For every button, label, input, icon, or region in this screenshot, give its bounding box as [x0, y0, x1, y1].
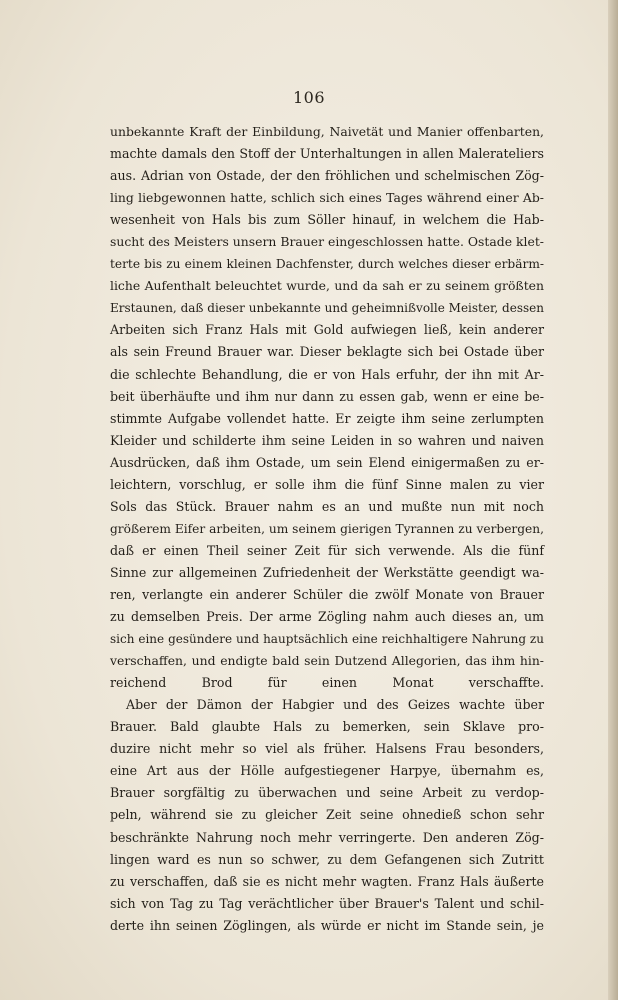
text-line: Sols das Stück. Brauer nahm es an und mußte nun mit noch	[110, 498, 544, 514]
text-line: reichend Brod für einen Monat verschaffte.	[110, 675, 544, 691]
text-line: stimmte Aufgabe vollendet hatte. Er zeigte ihm seine zerlumpten	[110, 410, 544, 426]
text-line: zu verschaffen, daß sie es nicht mehr wagten. Franz Hals äußerte	[110, 873, 544, 889]
text-line: eine Art aus der Hölle aufgestiegener Harpye, übernahm es,	[110, 763, 544, 779]
text-line: beschränkte Nahrung noch mehr verringerte. Den anderen Zög-	[110, 829, 544, 845]
text-line: ren, verlangte ein anderer Schüler die zwölf Monate von Brauer	[110, 586, 544, 602]
text-line: größerem Eifer arbeiten, um seinem gierigen Tyrannen zu verbergen,	[110, 521, 544, 536]
text-line: Brauer. Bald glaubte Hals zu bemerken, sein Sklave pro-	[110, 719, 544, 735]
body-text	[110, 121, 544, 937]
text-line: sucht des Meisters unsern Brauer eingeschlossen hatte. Ostade klet-	[110, 234, 544, 250]
text-line: leichtern, vorschlug, er solle ihm die fünf Sinne malen zu vier	[110, 476, 544, 492]
text-line: duzire nicht mehr so viel als früher. Halsens Frau besonders,	[110, 741, 544, 757]
text-line: Arbeiten sich Franz Hals mit Gold aufwiegen ließ, kein anderer	[110, 322, 544, 338]
text-line: die schlechte Behandlung, die er von Hals erfuhr, der ihn mit Ar-	[110, 366, 544, 382]
text-line: sich von Tag zu Tag verächtlicher über Brauer's Talent und schil-	[110, 895, 544, 911]
text-line: derte ihn seinen Zöglingen, als würde er nicht im Stande sein, je	[110, 917, 544, 933]
text-line: unbekannte Kraft der Einbildung, Naivetät und Manier offenbarten,	[110, 124, 544, 139]
text-line: ling liebgewonnen hatte, schlich sich eines Tages während einer Ab-	[110, 190, 544, 206]
page-edge	[608, 0, 618, 1000]
text-line: terte bis zu einem kleinen Dachfenster, durch welches dieser erbärm-	[110, 257, 544, 272]
text-line: als sein Freund Brauer war. Dieser beklagte sich bei Ostade über	[110, 344, 544, 360]
text-line: zu demselben Preis. Der arme Zögling nahm auch dieses an, um	[110, 609, 544, 625]
page-number: 106	[292, 88, 326, 107]
text-line: Brauer sorgfältig zu überwachen und seine Arbeit zu verdop-	[110, 785, 544, 801]
text-line: peln, während sie zu gleicher Zeit seine ohnedieß schon sehr	[110, 807, 544, 823]
text-line: Aber der Dämon der Habgier und des Geizes wachte über	[126, 697, 544, 713]
text-line: aus. Adrian von Ostade, der den fröhlichen und schelmischen Zög-	[110, 168, 544, 184]
text-line: beit überhäufte und ihm nur dann zu essen gab, wenn er eine be-	[110, 388, 544, 404]
text-line: liche Aufenthalt beleuchtet wurde, und da sah er zu seinem größten	[110, 278, 544, 294]
text-line: machte damals den Stoff der Unterhaltungen in allen Malerateliers	[110, 146, 544, 162]
text-line: Erstaunen, daß dieser unbekannte und geheimnißvolle Meister, dessen	[110, 301, 544, 316]
text-line: wesenheit von Hals bis zum Söller hinauf, in welchem die Hab-	[110, 212, 544, 228]
text-line: Kleider und schilderte ihm seine Leiden in so wahren und naiven	[110, 432, 544, 448]
text-line: Ausdrücken, daß ihm Ostade, um sein Elend einigermaßen zu er-	[110, 454, 544, 470]
text-line: sich eine gesündere und hauptsächlich eine reichhaltigere Nahrung zu	[110, 632, 544, 647]
text-line: lingen ward es nun so schwer, zu dem Gefangenen sich Zutritt	[110, 851, 544, 867]
text-line: Sinne zur allgemeinen Zufriedenheit der Werkstätte geendigt wa-	[110, 564, 544, 580]
text-line: verschaffen, und endigte bald sein Dutzend Allegorien, das ihm hin-	[110, 653, 544, 669]
text-line: daß er einen Theil seiner Zeit für sich verwende. Als die fünf	[110, 542, 544, 558]
